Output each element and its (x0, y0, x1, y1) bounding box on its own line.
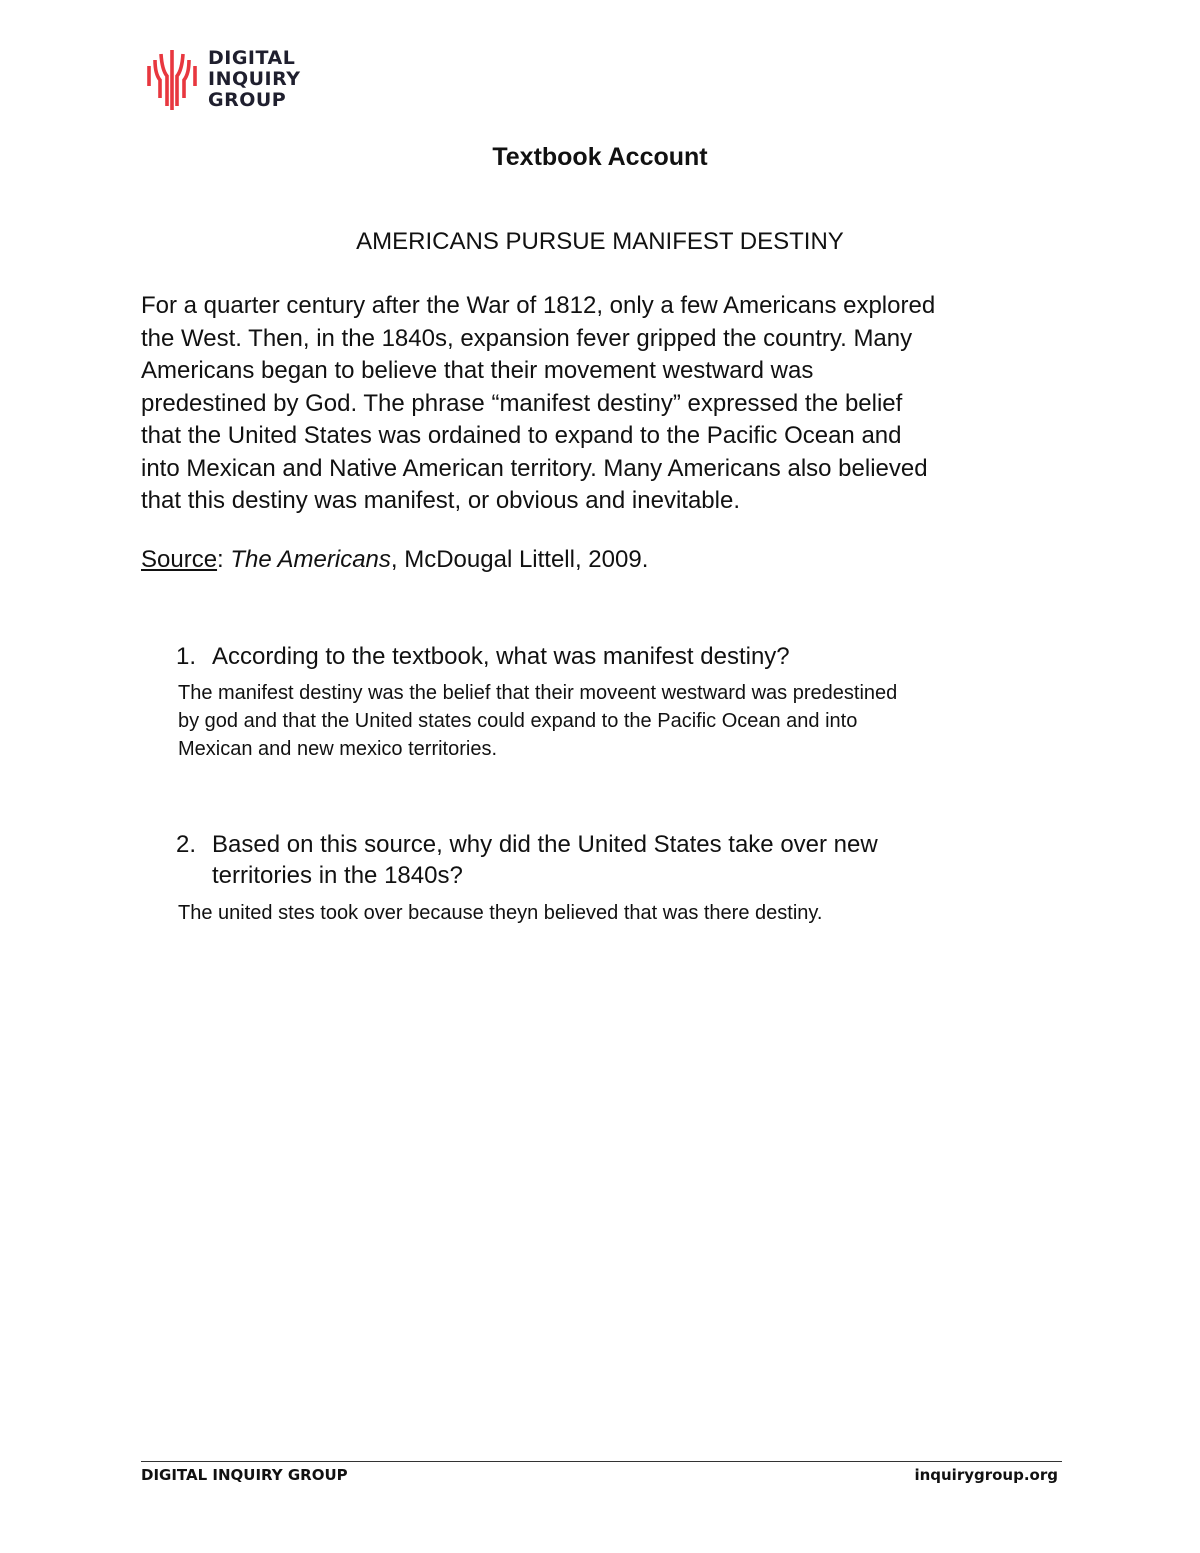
question-line: Based on this source, why did the United States take over new (212, 831, 878, 858)
source-book-title: The Americans (230, 546, 391, 573)
body-line: that the United States was ordained to expand to the Pacific Ocean and (141, 422, 902, 449)
brand-logo-line: GROUP (208, 89, 287, 111)
question-line: According to the textbook, what was manifest destiny? (212, 643, 790, 670)
source-citation (141, 546, 648, 574)
brand-logo-line: DIGITAL (208, 47, 296, 69)
body-paragraph (141, 290, 1071, 518)
body-line: Americans began to believe that their movement westward was (141, 357, 814, 384)
answer-line: The united stes took over because theyn believed that was there destiny. (178, 902, 823, 924)
brand-logo (146, 46, 300, 112)
brand-logo-line: INQUIRY (208, 68, 301, 90)
source-label: Source (141, 546, 218, 573)
answer-1 (178, 679, 1058, 763)
source-separator: : (217, 546, 231, 573)
answer-2 (178, 899, 1058, 927)
question-number: 1. (176, 643, 197, 670)
body-line: the West. Then, in the 1840s, expansion fever gripped the country. Many (141, 324, 913, 352)
body-line: that this destiny was manifest, or obvious and inevitable. (141, 487, 740, 514)
document-title: Textbook Account (492, 143, 708, 171)
answer-line: Mexican and new mexico territories. (178, 738, 498, 760)
brand-logo-text (208, 48, 300, 111)
digital-inquiry-group-logo-icon (146, 46, 198, 112)
answer-line: by god and that the United states could expand to the Pacific Ocean and into (178, 710, 858, 732)
question-line: territories in the 1840s? (212, 862, 463, 889)
question-text (212, 829, 1056, 891)
question-1 (176, 641, 1056, 672)
body-line: predestined by God. The phrase “manifest destiny” expressed the belief (141, 389, 903, 417)
source-publisher: , McDougal Littell, 2009. (390, 546, 649, 573)
document-subtitle: AMERICANS PURSUE MANIFEST DESTINY (356, 228, 844, 255)
footer-website: inquirygroup.org (914, 1466, 1058, 1484)
question-text (212, 641, 1056, 672)
question-2 (176, 829, 1056, 891)
footer-organization: DIGITAL INQUIRY GROUP (141, 1466, 348, 1484)
answer-line: The manifest destiny was the belief that their moveent westward was predestined (178, 682, 898, 704)
body-line: For a quarter century after the War of 1812, only a few Americans explored (141, 292, 936, 319)
footer-divider (141, 1461, 1062, 1462)
body-line: into Mexican and Native American territory. Many Americans also believed (141, 454, 928, 482)
question-number: 2. (176, 831, 197, 858)
